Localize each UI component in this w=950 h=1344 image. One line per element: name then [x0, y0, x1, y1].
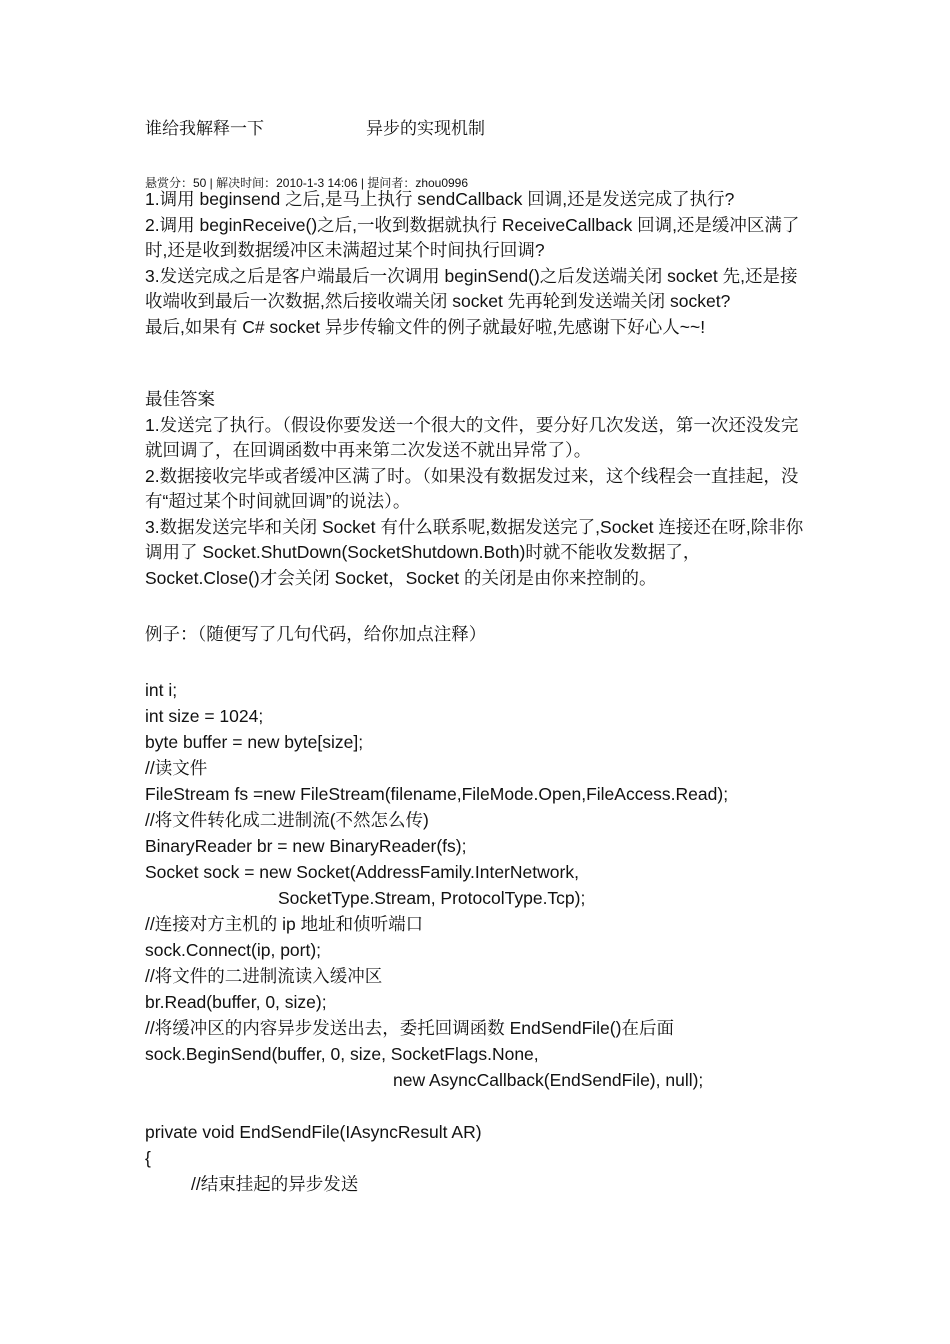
code-line: sock.Connect(ip, port); [145, 940, 322, 960]
answer-section [145, 387, 810, 591]
code-line: int i; [145, 680, 178, 700]
code-comment: //结束挂起的异步发送 [191, 1174, 359, 1194]
answer-item-2: 2.数据接收完毕或者缓冲区满了时。（如果没有数据发过来，这个线程会一直挂起，没有“超过某个时间就回调”的说法）。 [145, 465, 799, 511]
code-comment: //将文件的二进制流读入缓冲区 [145, 966, 383, 986]
answer-item-1: 1.发送完了执行。（假设你要发送一个很大的文件，要分好几次发送，第一次还没发完就回调了，在回调函数中再来第二次发送不就出异常了）。 [145, 414, 799, 460]
code-line: byte buffer = new byte[size]; [145, 732, 364, 752]
code-line: sock.BeginSend(buffer, 0, size, SocketFlags.None, [145, 1044, 539, 1064]
question-line-2: 2.调用 beginReceive()之后,一收到数据就执行 ReceiveCallback 回调,还是缓冲区满了时,还是收到数据缓冲区未满超过某个时间执行回调? [145, 214, 800, 260]
answer-item-3: 3.数据发送完毕和关闭 Socket 有什么联系呢,数据发送完了,Socket 连接还在呀,除非你调用了 Socket.ShutDown(SocketShutdown.Both)时就不能收发数据了，Socket.Close()才会关闭 Socket，Socket 的关闭是由你来控制的。 [145, 516, 804, 588]
question-meta: 悬赏分：50 | 解决时间：2010-1-3 14:06 | 提问者：zhou0996 [145, 176, 469, 190]
code-line: Socket sock = new Socket(AddressFamily.InterNetwork, [145, 862, 579, 882]
question-line-3: 3.发送完成之后是客户端最后一次调用 beginSend()之后发送端关闭 socket 先,还是接收端收到最后一次数据,然后接收端关闭 socket 先再轮到发送端关闭 socket? [145, 265, 798, 311]
code-line: private void EndSendFile(IAsyncResult AR) [145, 1122, 482, 1142]
code-line: br.Read(buffer, 0, size); [145, 992, 327, 1012]
code-line: BinaryReader br = new BinaryReader(fs); [145, 836, 467, 856]
code-line: { [145, 1148, 151, 1168]
title-left: 谁给我解释一下 [145, 119, 264, 138]
code-line: int size = 1024; [145, 706, 264, 726]
question-section [145, 187, 810, 340]
code-comment: //读文件 [145, 758, 208, 778]
code-line: FileStream fs =new FileStream(filename,FileMode.Open,FileAccess.Read); [145, 784, 729, 804]
question-line-1: 1.调用 beginsend 之后,是马上执行 sendCallback 回调,还是发送完成了执行? [145, 189, 735, 209]
code-line: new AsyncCallback(EndSendFile), null); [393, 1070, 704, 1090]
code-blank-line [145, 1093, 845, 1119]
code-comment: //连接对方主机的 ip 地址和侦听端口 [145, 914, 424, 934]
code-comment: //将文件转化成二进制流(不然怎么传) [145, 810, 429, 830]
answer-heading: 最佳答案 [145, 389, 215, 409]
question-line-4: 最后,如果有 C# socket 异步传输文件的例子就最好啦,先感谢下好心人~~! [145, 316, 706, 337]
code-comment: //将缓冲区的内容异步发送出去，委托回调函数 EndSendFile()在后面 [145, 1018, 674, 1038]
code-block [145, 677, 845, 1197]
title-right: 异步的实现机制 [366, 119, 485, 138]
document-title [145, 114, 485, 139]
code-line: SocketType.Stream, ProtocolType.Tcp); [278, 888, 586, 908]
example-heading: 例子：（随便写了几句代码，给你加点注释） [145, 624, 487, 644]
